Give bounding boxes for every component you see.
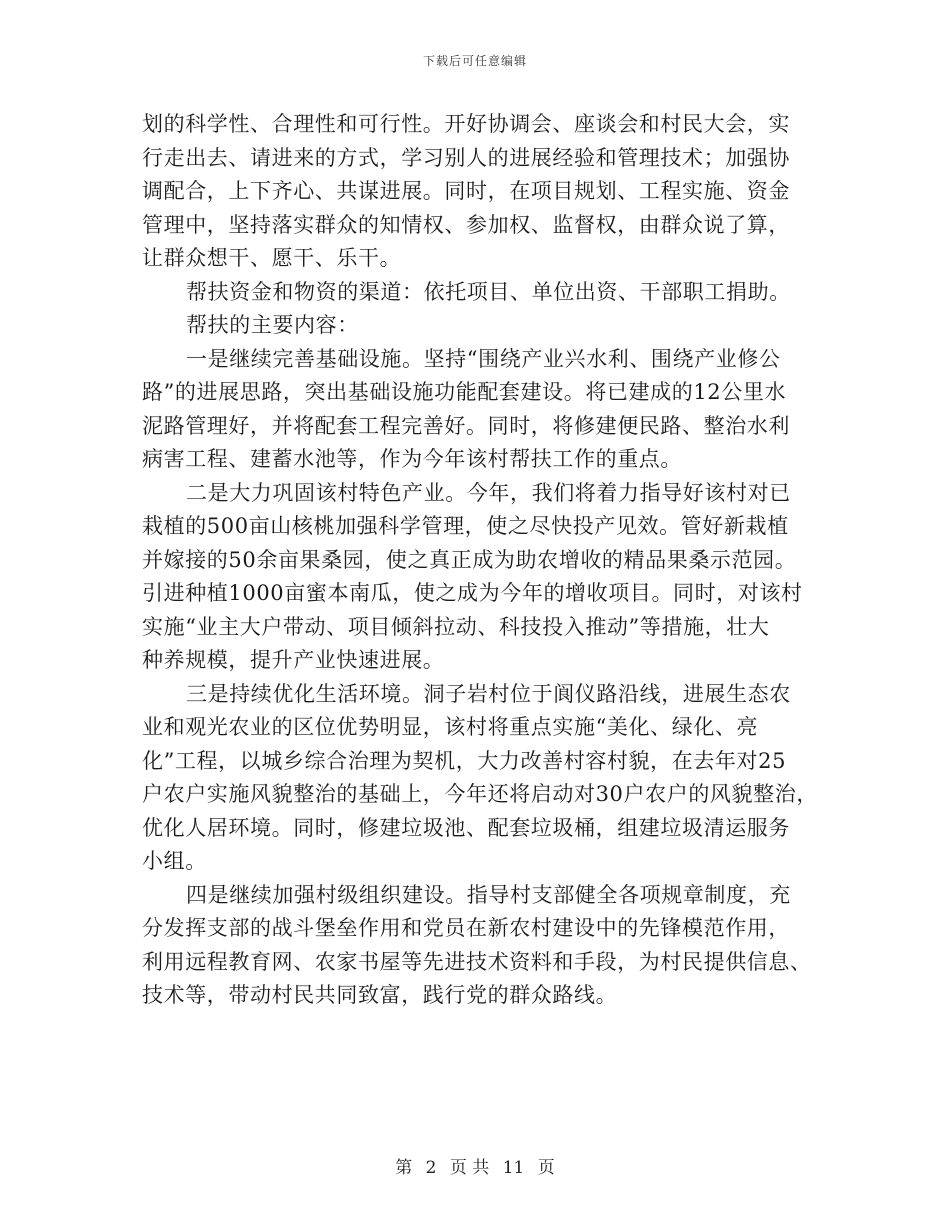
text-line: 划的科学性、合理性和可行性。开好协调会、座谈会和村民大会，实 xyxy=(142,112,790,136)
text-line: 种养规模，提升产业快速进展。 xyxy=(142,648,445,672)
text-line: 泥路管理好，并将配套工程完善好。同时，将修建便民路、整治水利 xyxy=(142,413,790,438)
footer-total-pages: 11 xyxy=(502,1158,525,1178)
text-line: 帮扶资金和物资的渠道：依托项目、单位出资、干部职工捐助。 xyxy=(186,279,791,304)
footer-middle: 页 共 xyxy=(449,1158,490,1178)
text-line: 栽植的500亩山核桃加强科学管理，使之尽快投产见效。管好新栽植 xyxy=(142,514,789,538)
text-line: 并嫁接的50余亩果桑园，使之真正成为助农增收的精品果桑示范园。 xyxy=(142,547,797,572)
text-line: 调配合，上下齐心、共谋进展。同时，在项目规划、工程实施、资金 xyxy=(142,179,790,203)
text-line: 病害工程、建蓄水池等，作为今年该村帮扶工作的重点。 xyxy=(142,447,682,471)
text-line: 三是持续优化生活环境。洞子岩村位于阆仪路沿线，进展生态农 xyxy=(186,681,791,706)
text-line: 二是大力巩固该村特色产业。今年，我们将着力指导好该村对已 xyxy=(186,480,791,505)
text-line: 业和观光农业的区位优势明显，该村将重点实施“美化、绿化、亮 xyxy=(142,715,759,739)
text-line: 利用远程教育网、农家书屋等先进技术资料和手段，为村民提供信息、 xyxy=(142,949,812,974)
text-line: 实施“业主大户带动、项目倾斜拉动、科技投入推动”等措施，壮大 xyxy=(142,614,770,639)
footer-page-number: 2 xyxy=(425,1158,437,1178)
page-header: 下载后可任意编辑 xyxy=(422,54,527,68)
text-line: 分发挥支部的战斗堡垒作用和党员在新农村建设中的先锋模范作用， xyxy=(142,916,790,940)
text-line: 技术等，带动村民共同致富，践行党的群众路线。 xyxy=(142,983,618,1007)
text-line: 帮扶的主要内容： xyxy=(186,313,359,337)
text-line: 让群众想干、愿干、乐干。 xyxy=(142,246,402,270)
text-line: 行走出去、请进来的方式，学习别人的进展经验和管理技术；加强协 xyxy=(142,145,790,170)
document-body xyxy=(142,108,818,1013)
text-line: 管理中，坚持落实群众的知情权、参加权、监督权，由群众说了算， xyxy=(142,212,790,237)
page-footer xyxy=(0,1153,950,1178)
text-line: 四是继续加强村级组织建设。指导村支部健全各项规章制度，充 xyxy=(186,882,791,907)
text-line: 一是继续完善基础设施。坚持“围绕产业兴水利、围绕产业修公 xyxy=(186,346,781,371)
text-line: 户农户实施风貌整治的基础上，今年还将启动对30户农户的风貌整治， xyxy=(142,782,818,806)
text-line: 小组。 xyxy=(142,849,207,873)
footer-prefix: 第 xyxy=(395,1158,413,1178)
text-line: 化”工程，以城乡综合治理为契机，大力改善村容村貌，在去年对25 xyxy=(142,748,787,773)
text-line: 优化人居环境。同时，修建垃圾池、配套垃圾桶，组建垃圾清运服务 xyxy=(142,815,790,840)
footer-suffix: 页 xyxy=(537,1158,555,1178)
text-line: 路”的进展思路，突出基础设施功能配套建设。将已建成的12公里水 xyxy=(142,380,787,404)
text-line: 引进种植1000亩蜜本南瓜，使之成为今年的增收项目。同时，对该村 xyxy=(142,581,803,605)
